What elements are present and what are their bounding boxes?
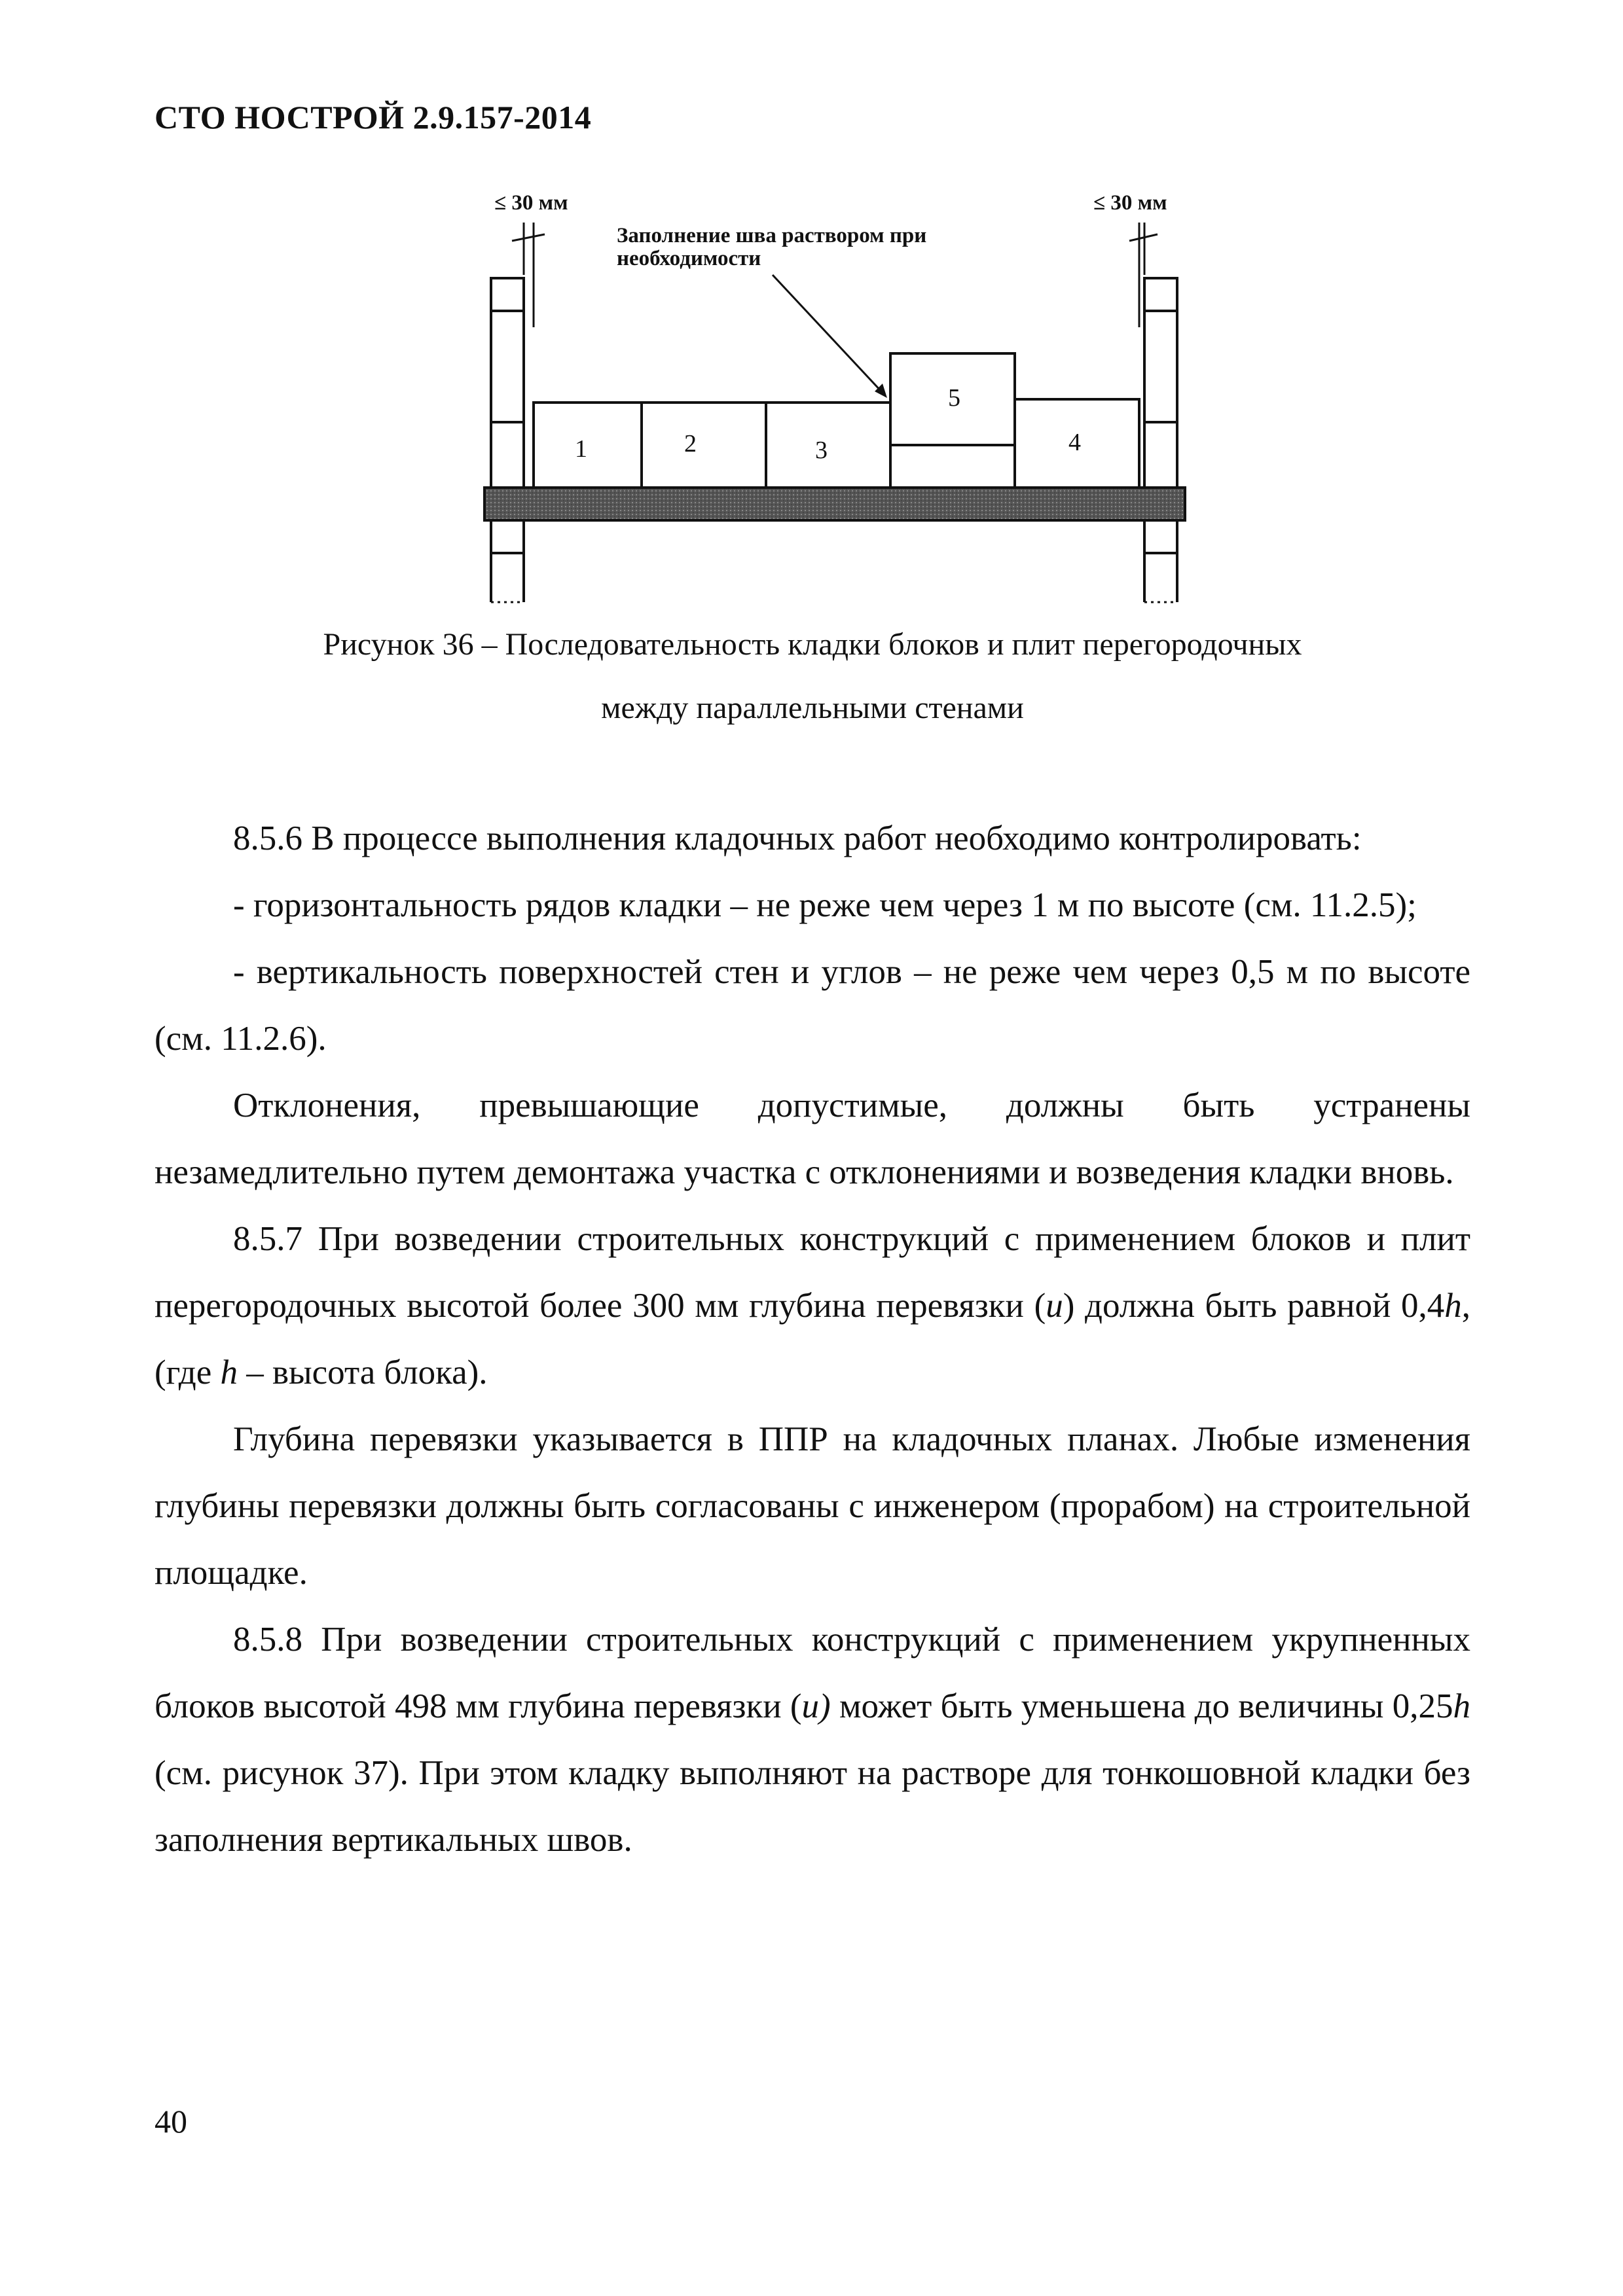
block-number-3: 3	[815, 437, 828, 464]
leader-arrow	[773, 275, 887, 398]
paragraph-8-5-8: 8.5.8 При возведении строительных конструкций с применением укрупненных блоков высотой 498 мм глубина перевязки (u) может быть уменьшена до величины 0,25h (см. рисунок 37). При этом кладку выполняют на растворе для тонкошовной кладки без заполнения вертикальных швов.	[155, 1621, 1470, 1859]
figure-36-diagram	[458, 183, 1211, 609]
block-1	[534, 403, 642, 488]
block-number-4: 4	[1068, 429, 1081, 456]
paragraph-deviations: Отклонения, превышающие допустимые, должны быть устранены незамедлительно путем демонтажа участка с отклонениями и возведения кладки вновь.	[155, 1086, 1470, 1191]
partition-blocks	[534, 353, 1139, 488]
block-number-5: 5	[948, 384, 960, 412]
block-number-2: 2	[684, 430, 697, 457]
document-code-header: СТО НОСТРОЙ 2.9.157-2014	[155, 99, 592, 135]
left-wall	[491, 278, 524, 602]
figure-caption-line2: между параллельными стенами	[601, 691, 1024, 725]
paragraph-bond-depth: Глубина перевязки указывается в ППР на кладочных планах. Любые изменения глубины перевязки должны быть согласованы с инженером (прорабом) на строительной площадке.	[155, 1420, 1470, 1592]
fill-joint-label-line2: необходимости	[617, 247, 761, 270]
right-wall	[1144, 278, 1177, 602]
body-text	[155, 805, 1470, 1873]
block-number-1: 1	[575, 435, 587, 463]
masonry-sequence-drawing	[458, 183, 1211, 609]
paragraph-8-5-7: 8.5.7 При возведении строительных конструкций с применением блоков и плит перегородочных высотой более 300 мм глубина перевязки (u) должна быть равной 0,4h, (где h – высота блока).	[155, 1220, 1470, 1391]
list-item-verticality: - вертикальность поверхностей стен и углов – не реже чем через 0,5 м по высоте (см. 11.2.6).	[155, 953, 1470, 1058]
figure-caption-line1: Рисунок 36 – Последовательность кладки блоков и плит перегородочных	[323, 627, 1302, 662]
block-4-bottom	[890, 445, 1015, 488]
page-number: 40	[155, 2103, 187, 2140]
fill-joint-label-line1: Заполнение шва раствором при	[617, 224, 927, 247]
list-item-horizontality: - горизонтальность рядов кладки – не реже чем через 1 м по высоте (см. 11.2.5);	[233, 886, 1417, 924]
block-2	[642, 403, 766, 488]
block-3	[766, 403, 890, 488]
paragraph-8-5-6: 8.5.6 В процессе выполнения кладочных работ необходимо контролировать:	[233, 819, 1362, 857]
right-gap-label: ≤ 30 мм	[1093, 191, 1167, 215]
floor-slab	[484, 488, 1185, 520]
left-gap-label: ≤ 30 мм	[494, 191, 568, 215]
